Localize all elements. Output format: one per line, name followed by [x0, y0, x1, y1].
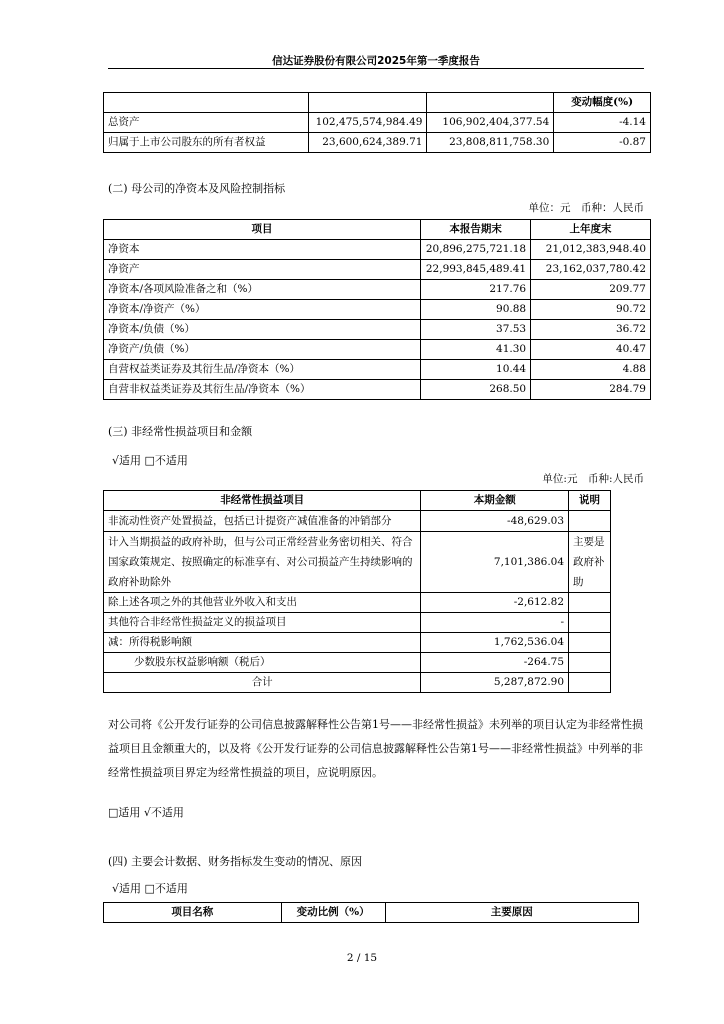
table-row: [104, 653, 611, 673]
cell-current: 102,475,574,984.49: [309, 113, 427, 133]
row-label: 净资本/负债（%）: [104, 320, 421, 340]
row-label: 除上述各项之外的其他营业外收入和支出: [104, 593, 421, 613]
unit-label: 单位：元 币种：人民币: [528, 202, 644, 214]
cell-previous: 4.88: [531, 360, 651, 380]
table-header-row: [104, 903, 639, 923]
cell-current: 10.44: [421, 360, 531, 380]
row-label: 净资本: [104, 240, 421, 260]
header-cell-ratio: 变动比例（%）: [281, 903, 385, 923]
cell-current: 217.76: [421, 280, 531, 300]
cell-note: [569, 673, 611, 693]
cell-current: 20,896,275,721.18: [421, 240, 531, 260]
cell-amount: 5,287,872.90: [421, 673, 569, 693]
cell-current: 22,993,845,489.41: [421, 260, 531, 280]
table-header-row: [104, 491, 611, 511]
header-cell-note: 说明: [569, 491, 611, 511]
cell-amount: -2,612.82: [421, 593, 569, 613]
cell-note: [569, 633, 611, 653]
cell-amount: -48,629.03: [421, 511, 569, 532]
row-label: 自营非权益类证券及其衍生品/净资本（%）: [104, 380, 421, 400]
table-row: [104, 511, 611, 532]
row-label: 净资本/净资产（%）: [104, 300, 421, 320]
row-label: 总资产: [104, 113, 309, 133]
header-cell-change: 变动幅度(%): [554, 93, 651, 113]
cell-current: 23,600,624,389.71: [309, 133, 427, 153]
cell-note: [569, 613, 611, 633]
cell-previous: 21,012,383,948.40: [531, 240, 651, 260]
header-cell-item: 项目: [104, 220, 421, 240]
header-cell-amount: 本期金额: [421, 491, 569, 511]
cell-note: [569, 511, 611, 532]
nonrecurring-table: [103, 490, 611, 693]
row-label: 减：所得税影响额: [104, 633, 421, 653]
table-row: [104, 240, 651, 260]
header-cell-current: 本报告期末: [421, 220, 531, 240]
applicable-checkbox-2: □适用 √不适用: [108, 806, 184, 819]
applicable-checkbox-3: √适用 □不适用: [112, 882, 188, 895]
cell-change: -4.14: [554, 113, 651, 133]
changes-table: [103, 902, 639, 923]
table-row: [104, 380, 651, 400]
balance-summary-table: [103, 92, 651, 153]
header-cell-item: 非经常性损益项目: [104, 491, 421, 511]
table-row: [104, 280, 651, 300]
cell-note: [569, 653, 611, 673]
row-label: 归属于上市公司股东的所有者权益: [104, 133, 309, 153]
cell-previous: 284.79: [531, 380, 651, 400]
table-row: [104, 113, 651, 133]
row-label: 少数股东权益影响额（税后）: [104, 653, 421, 673]
row-label: 净资产/负债（%）: [104, 340, 421, 360]
cell-note: [569, 593, 611, 613]
net-capital-table: [103, 219, 651, 400]
unit-label: 单位:元 币种:人民币: [542, 473, 644, 485]
table-row: [104, 360, 651, 380]
page-header-title: 信达证券股份有限公司2025年第一季度报告: [272, 55, 480, 67]
header-divider: [108, 68, 644, 69]
cell-current: 268.50: [421, 380, 531, 400]
cell-previous: 23,162,037,780.42: [531, 260, 651, 280]
cell-current: 41.30: [421, 340, 531, 360]
header-cell-item: 项目名称: [104, 903, 282, 923]
cell-amount: -264.75: [421, 653, 569, 673]
row-label: 自营权益类证券及其衍生品/净资本（%）: [104, 360, 421, 380]
cell-current: 90.88: [421, 300, 531, 320]
table-row: [104, 260, 651, 280]
cell-previous: 90.72: [531, 300, 651, 320]
row-label: 非流动性资产处置损益，包括已计提资产减值准备的冲销部分: [104, 511, 421, 532]
table-row: [104, 300, 651, 320]
explanation-paragraph: 对公司将《公开发行证券的公司信息披露解释性公告第1号——非经常性损益》未列举的项目认定为非经常性损益项目且金额重大的，以及将《公开发行证券的公司信息披露解释性公告第1号——非经常性损益》中列举的非经常性损益项目界定为经常性损益的项目，应说明原因。: [108, 718, 643, 779]
section-title-nonrecurring: (三) 非经常性损益项目和金额: [108, 425, 253, 438]
cell-change: -0.87: [554, 133, 651, 153]
header-cell-reason: 主要原因: [385, 903, 638, 923]
section-title-changes: (四) 主要会计数据、财务指标发生变动的情况、原因: [108, 855, 363, 868]
cell-previous: 106,902,404,377.54: [427, 113, 554, 133]
cell-previous: 23,808,811,758.30: [427, 133, 554, 153]
row-label: 净资产: [104, 260, 421, 280]
cell-amount: 1,762,536.04: [421, 633, 569, 653]
row-label: 计入当期损益的政府补助，但与公司正常经营业务密切相关、符合国家政策规定、按照确定的标准享有、对公司损益产生持续影响的政府补助除外: [104, 532, 421, 593]
cell-previous: 209.77: [531, 280, 651, 300]
cell-previous: 40.47: [531, 340, 651, 360]
cell-previous: 36.72: [531, 320, 651, 340]
page-number: 2 / 15: [346, 952, 378, 964]
row-label: 其他符合非经常性损益定义的损益项目: [104, 613, 421, 633]
table-row: [104, 133, 651, 153]
table-header-row: [104, 220, 651, 240]
table-row: [104, 593, 611, 613]
row-label: 净资本/各项风险准备之和（%）: [104, 280, 421, 300]
table-row: [104, 532, 611, 593]
applicable-checkbox: √适用 □不适用: [112, 454, 188, 467]
table-header-row: [104, 93, 651, 113]
cell-amount: -: [421, 613, 569, 633]
table-row: [104, 320, 651, 340]
table-row: [104, 340, 651, 360]
table-row: [104, 633, 611, 653]
row-label: 合计: [104, 673, 421, 693]
cell-note: 主要是政府补助: [569, 532, 611, 593]
section-title-capital: (二) 母公司的净资本及风险控制指标: [108, 182, 286, 195]
table-row: [104, 613, 611, 633]
cell-amount: 7,101,386.04: [421, 532, 569, 593]
header-cell-previous: 上年度末: [531, 220, 651, 240]
cell-current: 37.53: [421, 320, 531, 340]
table-total-row: [104, 673, 611, 693]
